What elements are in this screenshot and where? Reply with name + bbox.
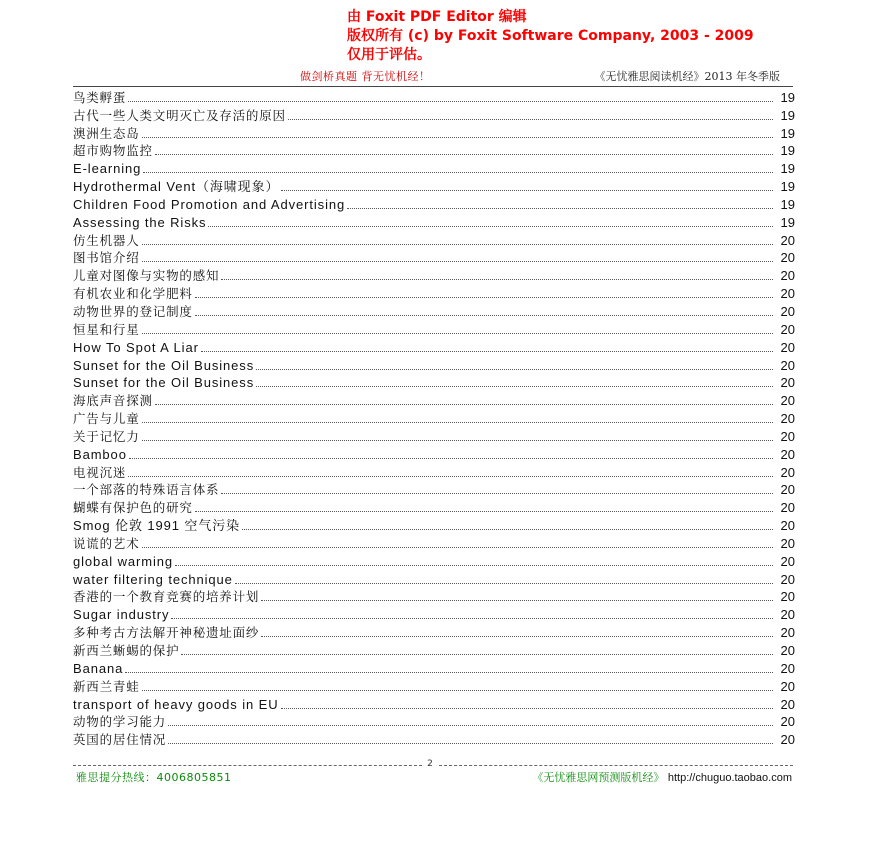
toc-entry[interactable] [73, 462, 795, 480]
toc-entry-page: 19 [780, 107, 795, 123]
toc-entry-page: 20 [780, 357, 795, 373]
toc-entry-page: 20 [780, 303, 795, 319]
toc-leader-dots [142, 547, 773, 548]
toc-entry-title: 恒星和行星 [73, 321, 140, 337]
toc-entry-title: 香港的一个教育竞赛的培养计划 [73, 589, 260, 605]
footer-publication: 《无忧雅思网预测版机经》 [532, 771, 665, 784]
toc-entry-title: 仿生机器人 [73, 232, 140, 248]
toc-leader-dots [142, 422, 773, 423]
table-of-contents [73, 87, 795, 747]
toc-entry-page: 20 [780, 589, 795, 605]
toc-entry[interactable] [73, 87, 795, 105]
toc-entry-page: 20 [780, 571, 795, 587]
toc-leader-dots [168, 725, 773, 726]
toc-entry-title: 动物的学习能力 [73, 714, 167, 730]
toc-entry-title: 说谎的艺术 [73, 535, 140, 551]
toc-entry[interactable] [73, 248, 795, 266]
toc-entry-title: transport of heavy goods in EU [73, 696, 279, 712]
toc-entry[interactable] [73, 444, 795, 462]
toc-entry[interactable] [73, 408, 795, 426]
toc-entry-title: 英国的居住情况 [73, 732, 167, 748]
toc-entry[interactable] [73, 373, 795, 391]
toc-entry[interactable] [73, 658, 795, 676]
toc-leader-dots [235, 583, 773, 584]
toc-entry-page: 20 [780, 321, 795, 337]
toc-leader-dots [143, 172, 773, 173]
toc-entry-title: Sugar industry [73, 607, 170, 623]
toc-entry-page: 20 [780, 696, 795, 712]
toc-leader-dots [261, 600, 773, 601]
toc-leader-dots [288, 119, 773, 120]
toc-leader-dots [201, 351, 773, 352]
toc-entry-title: Smog 伦敦 1991 空气污染 [73, 518, 241, 534]
toc-entry-page: 20 [780, 660, 795, 676]
toc-entry[interactable] [73, 301, 795, 319]
toc-entry-page: 19 [780, 214, 795, 230]
toc-entry-page: 19 [780, 161, 795, 177]
toc-leader-dots [181, 654, 773, 655]
watermark-line-1: 由 Foxit PDF Editor 编辑 [347, 9, 527, 25]
toc-leader-dots [142, 137, 773, 138]
footer-right [532, 771, 792, 785]
toc-entry-page: 20 [780, 339, 795, 355]
toc-leader-dots [195, 315, 773, 316]
page-header [300, 70, 780, 84]
toc-entry-page: 20 [780, 393, 795, 409]
toc-leader-dots [125, 672, 773, 673]
toc-entry[interactable] [73, 319, 795, 337]
toc-leader-dots [195, 511, 773, 512]
toc-leader-dots [155, 154, 773, 155]
toc-leader-dots [256, 386, 773, 387]
toc-entry[interactable] [73, 712, 795, 730]
toc-entry[interactable] [73, 123, 795, 141]
toc-entry-title: Sunset for the Oil Business [73, 357, 255, 373]
toc-leader-dots [168, 743, 773, 744]
toc-entry[interactable] [73, 640, 795, 658]
toc-entry-title: 儿童对图像与实物的感知 [73, 268, 220, 284]
toc-entry[interactable] [73, 176, 795, 194]
toc-entry[interactable] [73, 230, 795, 248]
toc-leader-dots [208, 226, 773, 227]
toc-entry-title: 一个部落的特殊语言体系 [73, 482, 220, 498]
toc-entry[interactable] [73, 515, 795, 533]
toc-entry-title: Children Food Promotion and Advertising [73, 196, 346, 212]
toc-entry[interactable] [73, 533, 795, 551]
watermark-line-3: 仅用于评估。 [347, 47, 431, 63]
toc-entry-page: 20 [780, 678, 795, 694]
toc-entry-page: 20 [780, 714, 795, 730]
toc-entry[interactable] [73, 390, 795, 408]
toc-entry[interactable] [73, 497, 795, 515]
toc-entry[interactable] [73, 551, 795, 569]
toc-entry-page: 20 [780, 268, 795, 284]
header-edition: 《无忧雅思阅读机经》2013 年冬季版 [594, 70, 780, 83]
toc-entry-page: 20 [780, 518, 795, 534]
toc-entry[interactable] [73, 426, 795, 444]
footer-shop-link[interactable]: http://chuguo.taobao.com [667, 772, 792, 784]
toc-entry[interactable] [73, 569, 795, 587]
foxit-watermark [347, 8, 754, 65]
toc-leader-dots [128, 476, 773, 477]
toc-entry-title: 澳洲生态岛 [73, 125, 140, 141]
toc-entry[interactable] [73, 480, 795, 498]
toc-leader-dots [242, 529, 773, 530]
toc-entry-title: How To Spot A Liar [73, 339, 199, 355]
toc-entry-page: 19 [780, 89, 795, 105]
toc-entry-page: 20 [780, 553, 795, 569]
toc-leader-dots [142, 690, 773, 691]
toc-entry[interactable] [73, 337, 795, 355]
toc-entry-page: 20 [780, 375, 795, 391]
toc-entry-page: 20 [780, 446, 795, 462]
toc-entry-page: 20 [780, 250, 795, 266]
toc-entry-page: 20 [780, 482, 795, 498]
toc-entry[interactable] [73, 587, 795, 605]
toc-entry[interactable] [73, 265, 795, 283]
toc-entry-title: Assessing the Risks [73, 214, 207, 230]
toc-entry-page: 20 [780, 500, 795, 516]
toc-entry-title: 海底声音探测 [73, 393, 153, 409]
toc-leader-dots [221, 279, 773, 280]
toc-leader-dots [195, 297, 773, 298]
toc-entry-title: 多种考古方法解开神秘遗址面纱 [73, 625, 260, 641]
toc-entry[interactable] [73, 729, 795, 747]
toc-entry-title: water filtering technique [73, 571, 233, 587]
toc-entry-page: 19 [780, 125, 795, 141]
toc-leader-dots [171, 618, 773, 619]
toc-leader-dots [128, 101, 773, 102]
toc-entry[interactable] [73, 105, 795, 123]
toc-entry[interactable] [73, 194, 795, 212]
toc-entry-title: Bamboo [73, 446, 127, 462]
toc-entry-title: 新西兰蜥蜴的保护 [73, 643, 180, 658]
toc-entry-page: 20 [780, 428, 795, 444]
toc-leader-dots [142, 261, 773, 262]
toc-entry-title: 图书馆介绍 [73, 250, 140, 266]
toc-entry[interactable] [73, 283, 795, 301]
toc-entry-title: 电视沉迷 [73, 464, 127, 480]
toc-entry-page: 20 [780, 607, 795, 623]
toc-leader-dots [347, 208, 773, 209]
toc-entry[interactable] [73, 622, 795, 640]
toc-entry-title: 有机农业和化学肥料 [73, 286, 193, 302]
toc-entry-title: 超市购物监控 [73, 143, 153, 159]
toc-leader-dots [175, 565, 773, 566]
toc-entry-title: 广告与儿童 [73, 411, 140, 427]
toc-entry-title: 动物世界的登记制度 [73, 303, 193, 319]
header-slogan: 做剑桥真题 背无忧机经！ [300, 70, 431, 83]
toc-entry[interactable] [73, 158, 795, 176]
page-number: 2 [422, 759, 438, 770]
toc-leader-dots [281, 708, 774, 709]
toc-leader-dots [221, 493, 773, 494]
toc-leader-dots [256, 369, 773, 370]
toc-entry-page: 20 [780, 411, 795, 427]
toc-entry[interactable] [73, 212, 795, 230]
page-footer [76, 771, 792, 785]
toc-entry-title: E-learning [73, 161, 142, 177]
toc-entry[interactable] [73, 604, 795, 622]
toc-entry-title: 蝴蝶有保护色的研究 [73, 500, 193, 516]
toc-entry[interactable] [73, 694, 795, 712]
toc-entry-page: 20 [780, 732, 795, 748]
toc-leader-dots [142, 333, 773, 334]
toc-entry[interactable] [73, 355, 795, 373]
toc-entry-title: 鸟类孵蛋 [73, 89, 127, 105]
toc-entry-title: 古代一些人类文明灭亡及存活的原因 [73, 107, 286, 123]
toc-entry-page: 20 [780, 464, 795, 480]
toc-leader-dots [261, 636, 773, 637]
toc-leader-dots [129, 458, 773, 459]
toc-entry-page: 20 [780, 643, 795, 658]
toc-entry-page: 20 [780, 535, 795, 551]
toc-entry-page: 19 [780, 196, 795, 212]
toc-entry-page: 19 [780, 179, 795, 195]
toc-entry-title: 新西兰青蛙 [73, 678, 140, 694]
toc-leader-dots [281, 190, 773, 191]
toc-entry[interactable] [73, 141, 795, 159]
toc-entry-page: 20 [780, 625, 795, 641]
toc-entry-title: global warming [73, 553, 174, 569]
toc-entry-title: Banana [73, 660, 124, 676]
toc-entry-page: 20 [780, 286, 795, 302]
toc-entry-title: Sunset for the Oil Business [73, 375, 255, 391]
toc-entry-title: Hydrothermal Vent（海啸现象） [73, 179, 280, 195]
toc-entry-title: 关于记忆力 [73, 428, 140, 444]
toc-leader-dots [155, 404, 773, 405]
toc-leader-dots [142, 244, 773, 245]
toc-entry-page: 19 [780, 143, 795, 159]
footer-hotline: 雅思提分热线：4006805851 [76, 771, 232, 784]
toc-entry[interactable] [73, 676, 795, 694]
toc-leader-dots [142, 440, 773, 441]
toc-entry-page: 20 [780, 232, 795, 248]
watermark-line-2: 版权所有 (c) by Foxit Software Company, 2003 - 2009 [347, 28, 754, 44]
